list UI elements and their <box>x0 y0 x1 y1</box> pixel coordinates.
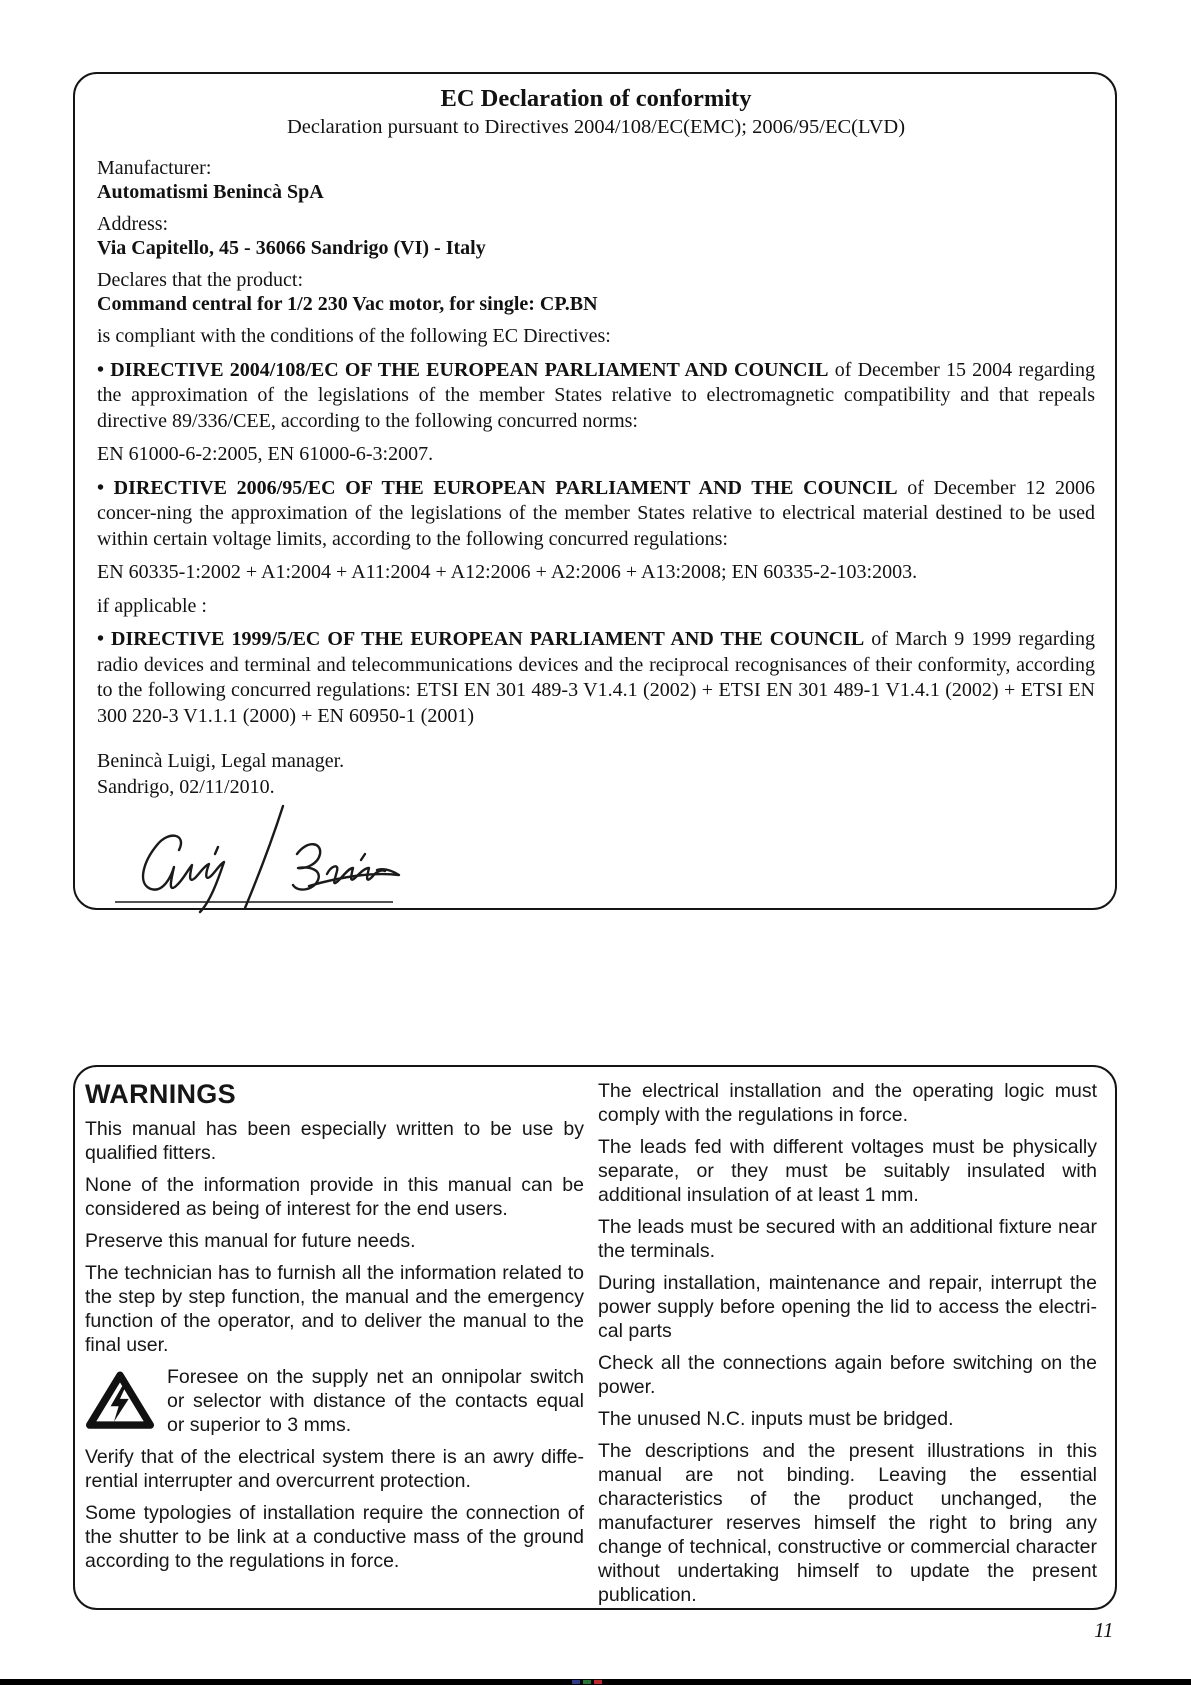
high-voltage-warning-icon <box>85 1368 155 1431</box>
warning-paragraph: During installation, maintenance and repair, interrupt the power supply before opening the lid to access the electri-cal parts <box>598 1272 1097 1342</box>
directive-2006-95-paragraph <box>97 476 1095 553</box>
signature-place-date: Sandrigo, 02/11/2010. <box>97 775 275 798</box>
product-value: Command central for 1/2 230 Vac motor, for single: CP.BN <box>97 293 598 315</box>
warnings-left-column <box>85 1079 584 1608</box>
norms-emc: EN 61000-6-2:2005, EN 61000-6-3:2007. <box>97 443 434 465</box>
warning-paragraph: The leads fed with different voltages must be physically separate, or they must be suitably insulated with additional insulation of at least 1 mm. <box>598 1136 1097 1206</box>
warning-paragraph: The technician has to furnish all the information related to the step by step function, the manual and the emergency function of the operator, and to deliver the manual to the final user. <box>85 1262 584 1356</box>
manufacturer-block <box>97 156 1095 204</box>
warning-paragraph: Check all the connections again before switching on the power. <box>598 1352 1097 1398</box>
warnings-title: WARNINGS <box>85 1079 236 1109</box>
warning-paragraph: Some typologies of installation require the connection of the shutter to be link at a conductive mass of the ground according to the regulations in force. <box>85 1502 584 1572</box>
directive-2004-108-lead: • DIRECTIVE 2004/108/EC OF THE EUROPEAN PARLIAMENT AND COUNCIL <box>97 358 829 381</box>
address-block <box>97 212 1095 260</box>
registration-mark-green <box>583 1680 591 1684</box>
signature-handwriting <box>111 802 1095 919</box>
compliance-intro: is compliant with the conditions of the following EC Directives: <box>97 325 611 347</box>
directive-2006-95-lead: • DIRECTIVE 2006/95/EC OF THE EUROPEAN PARLIAMENT AND THE COUNCIL <box>97 476 898 499</box>
warning-paragraph: The unused N.C. inputs must be bridged. <box>598 1408 954 1430</box>
directive-1999-5-paragraph <box>97 627 1095 729</box>
declaration-title: EC Declaration of conformity <box>440 85 752 112</box>
address-label: Address: <box>97 213 169 235</box>
warning-paragraph: The descriptions and the present illustrations in this manual are not binding. Leaving the essential characteristics of the product unchanged, the manufacturer reserves himself the right to bring any change of technical, constructive or commercial character without undertaking himself to update the present publication. <box>598 1440 1097 1606</box>
hazard-text: Foresee on the supply net an onnipolar switch or selector with distance of the contacts equal or superior to 3 mms. <box>167 1366 584 1436</box>
signature-image <box>111 802 411 914</box>
norms-lvd: EN 60335-1:2002 + A1:2004 + A11:2004 + A12:2006 + A2:2006 + A13:2008; EN 60335-2-103:2003. <box>97 561 918 583</box>
directive-2006-95-rest: of December 12 2006 concer-ning the approximation of the legislations of the member States relative to electrical material destined to be used within certain voltage limits, according to the following concurred regulations: <box>97 476 1096 550</box>
warning-paragraph: This manual has been especially written to be use by qualified fitters. <box>85 1118 584 1164</box>
hazard-paragraph <box>85 1365 584 1437</box>
declaration-subtitle: Declaration pursuant to Directives 2004/108/EC(EMC); 2006/95/EC(LVD) <box>286 116 906 138</box>
directive-1999-5-lead: • DIRECTIVE 1999/5/EC OF THE EUROPEAN PARLIAMENT AND THE COUNCIL <box>97 628 865 650</box>
warnings-right-column <box>598 1079 1097 1608</box>
warning-paragraph: None of the information provide in this manual can be considered as being of interest for the end users. <box>85 1174 584 1220</box>
warnings-panel <box>73 1065 1117 1610</box>
signature-block <box>97 749 1095 800</box>
print-trim-bar <box>0 1679 1191 1685</box>
registration-mark-blue <box>572 1680 580 1684</box>
if-applicable-note: if applicable : <box>97 594 207 617</box>
manufacturer-label: Manufacturer: <box>97 157 212 179</box>
warning-paragraph: Verify that of the electrical system there is an awry diffe-rential interrupter and overcurrent protection. <box>85 1446 584 1492</box>
signatory-name: Benincà Luigi, Legal manager. <box>97 750 345 772</box>
directive-2004-108-paragraph <box>97 358 1095 435</box>
warning-paragraph: The electrical installation and the operating logic must comply with the regulations in force. <box>598 1080 1097 1126</box>
address-value: Via Capitello, 45 - 36066 Sandrigo (VI) - Italy <box>97 237 486 259</box>
warning-paragraph: Preserve this manual for future needs. <box>85 1230 416 1252</box>
registration-mark-red <box>594 1680 602 1684</box>
directive-1999-5-rest: of March 9 1999 regarding radio devices and terminal and telecommunications devices and the reciprocal recognisances of their conformity, according to the following concurred regulations: ETSI EN 301 489-3 V1.4.1 (2002) + ETSI EN 301 489-1 V1.4.1 (2002) + ETSI EN 300 220-3 V1.1.1 (2000) + EN 60950-1 (2001) <box>97 628 1095 727</box>
product-block <box>97 268 1095 316</box>
ec-declaration-panel <box>73 72 1117 910</box>
directive-2004-108-rest: of December 15 2004 regarding the approximation of the legislations of the member States relative to electromagnetic compatibility and that repeals directive 89/336/CEE, according to the following concurred norms: <box>97 358 1095 432</box>
warning-paragraph: The leads must be secured with an additional fixture near the terminals. <box>598 1216 1097 1262</box>
manufacturer-value: Automatismi Benincà SpA <box>97 181 324 203</box>
page-number: 11 <box>1094 1618 1114 1642</box>
product-label: Declares that the product: <box>97 269 304 291</box>
